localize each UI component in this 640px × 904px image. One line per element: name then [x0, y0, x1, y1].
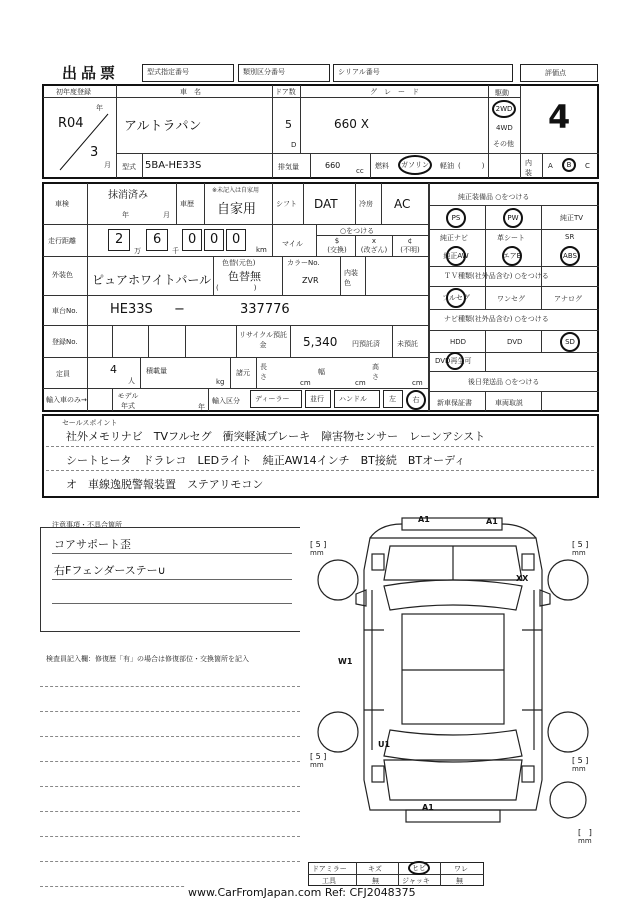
tread-fl: [ 5 ] mm — [310, 540, 327, 557]
score-value: 4 — [548, 98, 571, 136]
grade: 660 X — [334, 117, 369, 131]
mileage-digit-3: 0 — [182, 229, 202, 251]
mileage-digit-1: 2 — [108, 229, 130, 251]
displacement: 660 — [325, 161, 341, 170]
model-code: 5BA-HE33S — [145, 160, 202, 171]
score-header: 評価点 — [520, 64, 598, 82]
first-reg-year: R04 — [58, 116, 84, 131]
equip-ps-circle: PS — [446, 208, 466, 228]
slash-mark — [58, 112, 110, 172]
tread-fr: [ 5 ] mm — [572, 540, 589, 557]
original-color: 色替無 — [228, 270, 261, 283]
footer-watermark: www.CarFromJapan.com Ref: CFJ2048375 — [188, 886, 416, 899]
first-reg-label: 初年度登録 — [56, 88, 91, 96]
chassis-number: 337776 — [240, 302, 290, 317]
drive-2wd-circle: 2WD — [492, 100, 516, 118]
tread-spare: [ ] mm — [578, 828, 592, 845]
mileage-digit-5: 0 — [226, 229, 246, 251]
mileage-digit-2: 6 — [146, 229, 168, 251]
exterior-color: ピュアホワイトパール — [92, 273, 212, 287]
damage-code-u1: U1 — [378, 740, 391, 749]
door-count: 5 — [285, 118, 292, 131]
document-title: 出品票 — [62, 64, 120, 82]
damage-code-xx: XX — [516, 574, 529, 583]
category-box: 類別区分番号 — [238, 64, 330, 82]
inspection-value: 抹消済み — [108, 190, 148, 201]
damage-code-front-right: A1 — [486, 517, 498, 526]
tv-fullseg-circle: フルセグ — [446, 288, 466, 308]
handle-right-circle: 右 — [406, 390, 426, 410]
serial-box: シリアル番号 — [333, 64, 513, 82]
shift-value: DAT — [314, 197, 338, 211]
mirror-crack-circle: ヒビ — [408, 861, 430, 875]
capacity-value: 4 — [110, 363, 117, 376]
color-number: ZVR — [302, 276, 319, 285]
navi-sd-circle: SD — [560, 332, 580, 352]
sales-point-line-1: 社外メモリナビ TVフルセグ 衝突軽減ブレーキ 障害物センサー レーンアシスト — [66, 430, 486, 443]
chassis-prefix: HE33S — [110, 302, 153, 317]
car-damage-diagram — [310, 510, 600, 840]
damage-code-front-left: A1 — [418, 515, 430, 524]
type-approval-box: 型式指定番号 — [142, 64, 234, 82]
equip-aw-circle: 純正AW — [446, 246, 466, 266]
fuel-gasoline-circle: ガソリン — [398, 155, 432, 175]
equip-airbag-circle: エアB — [502, 246, 522, 266]
equip-pw-circle: PW — [503, 208, 523, 228]
first-reg-month: 3 — [90, 145, 99, 160]
note-line-1: コアサポート歪 — [54, 538, 131, 551]
sales-point-line-3: オ 車線逸脱警報装置 ステアリモコン — [66, 478, 264, 491]
cooler-value: AC — [394, 197, 411, 211]
damage-code-rear: A1 — [422, 803, 434, 812]
sales-point-line-2: シートヒータ ドラレコ LEDライト 純正AW14インチ BT接続 BTオーディ — [66, 454, 466, 467]
mileage-digit-4: 0 — [204, 229, 224, 251]
recycle-fee: 5,340 — [303, 335, 338, 349]
tread-rr: [ 5 ] mm — [572, 756, 589, 773]
dvd-play-circle — [446, 352, 464, 370]
damage-code-w1: W1 — [338, 657, 353, 666]
equip-abs-circle: ABS — [560, 246, 580, 266]
car-name: アルトラパン — [124, 119, 202, 134]
interior-b-circle: B — [562, 158, 576, 172]
usage-value: 自家用 — [217, 202, 257, 217]
note-line-2: 右Fフェンダーステー∪ — [54, 564, 166, 577]
tread-rl: [ 5 ] mm — [310, 752, 327, 769]
